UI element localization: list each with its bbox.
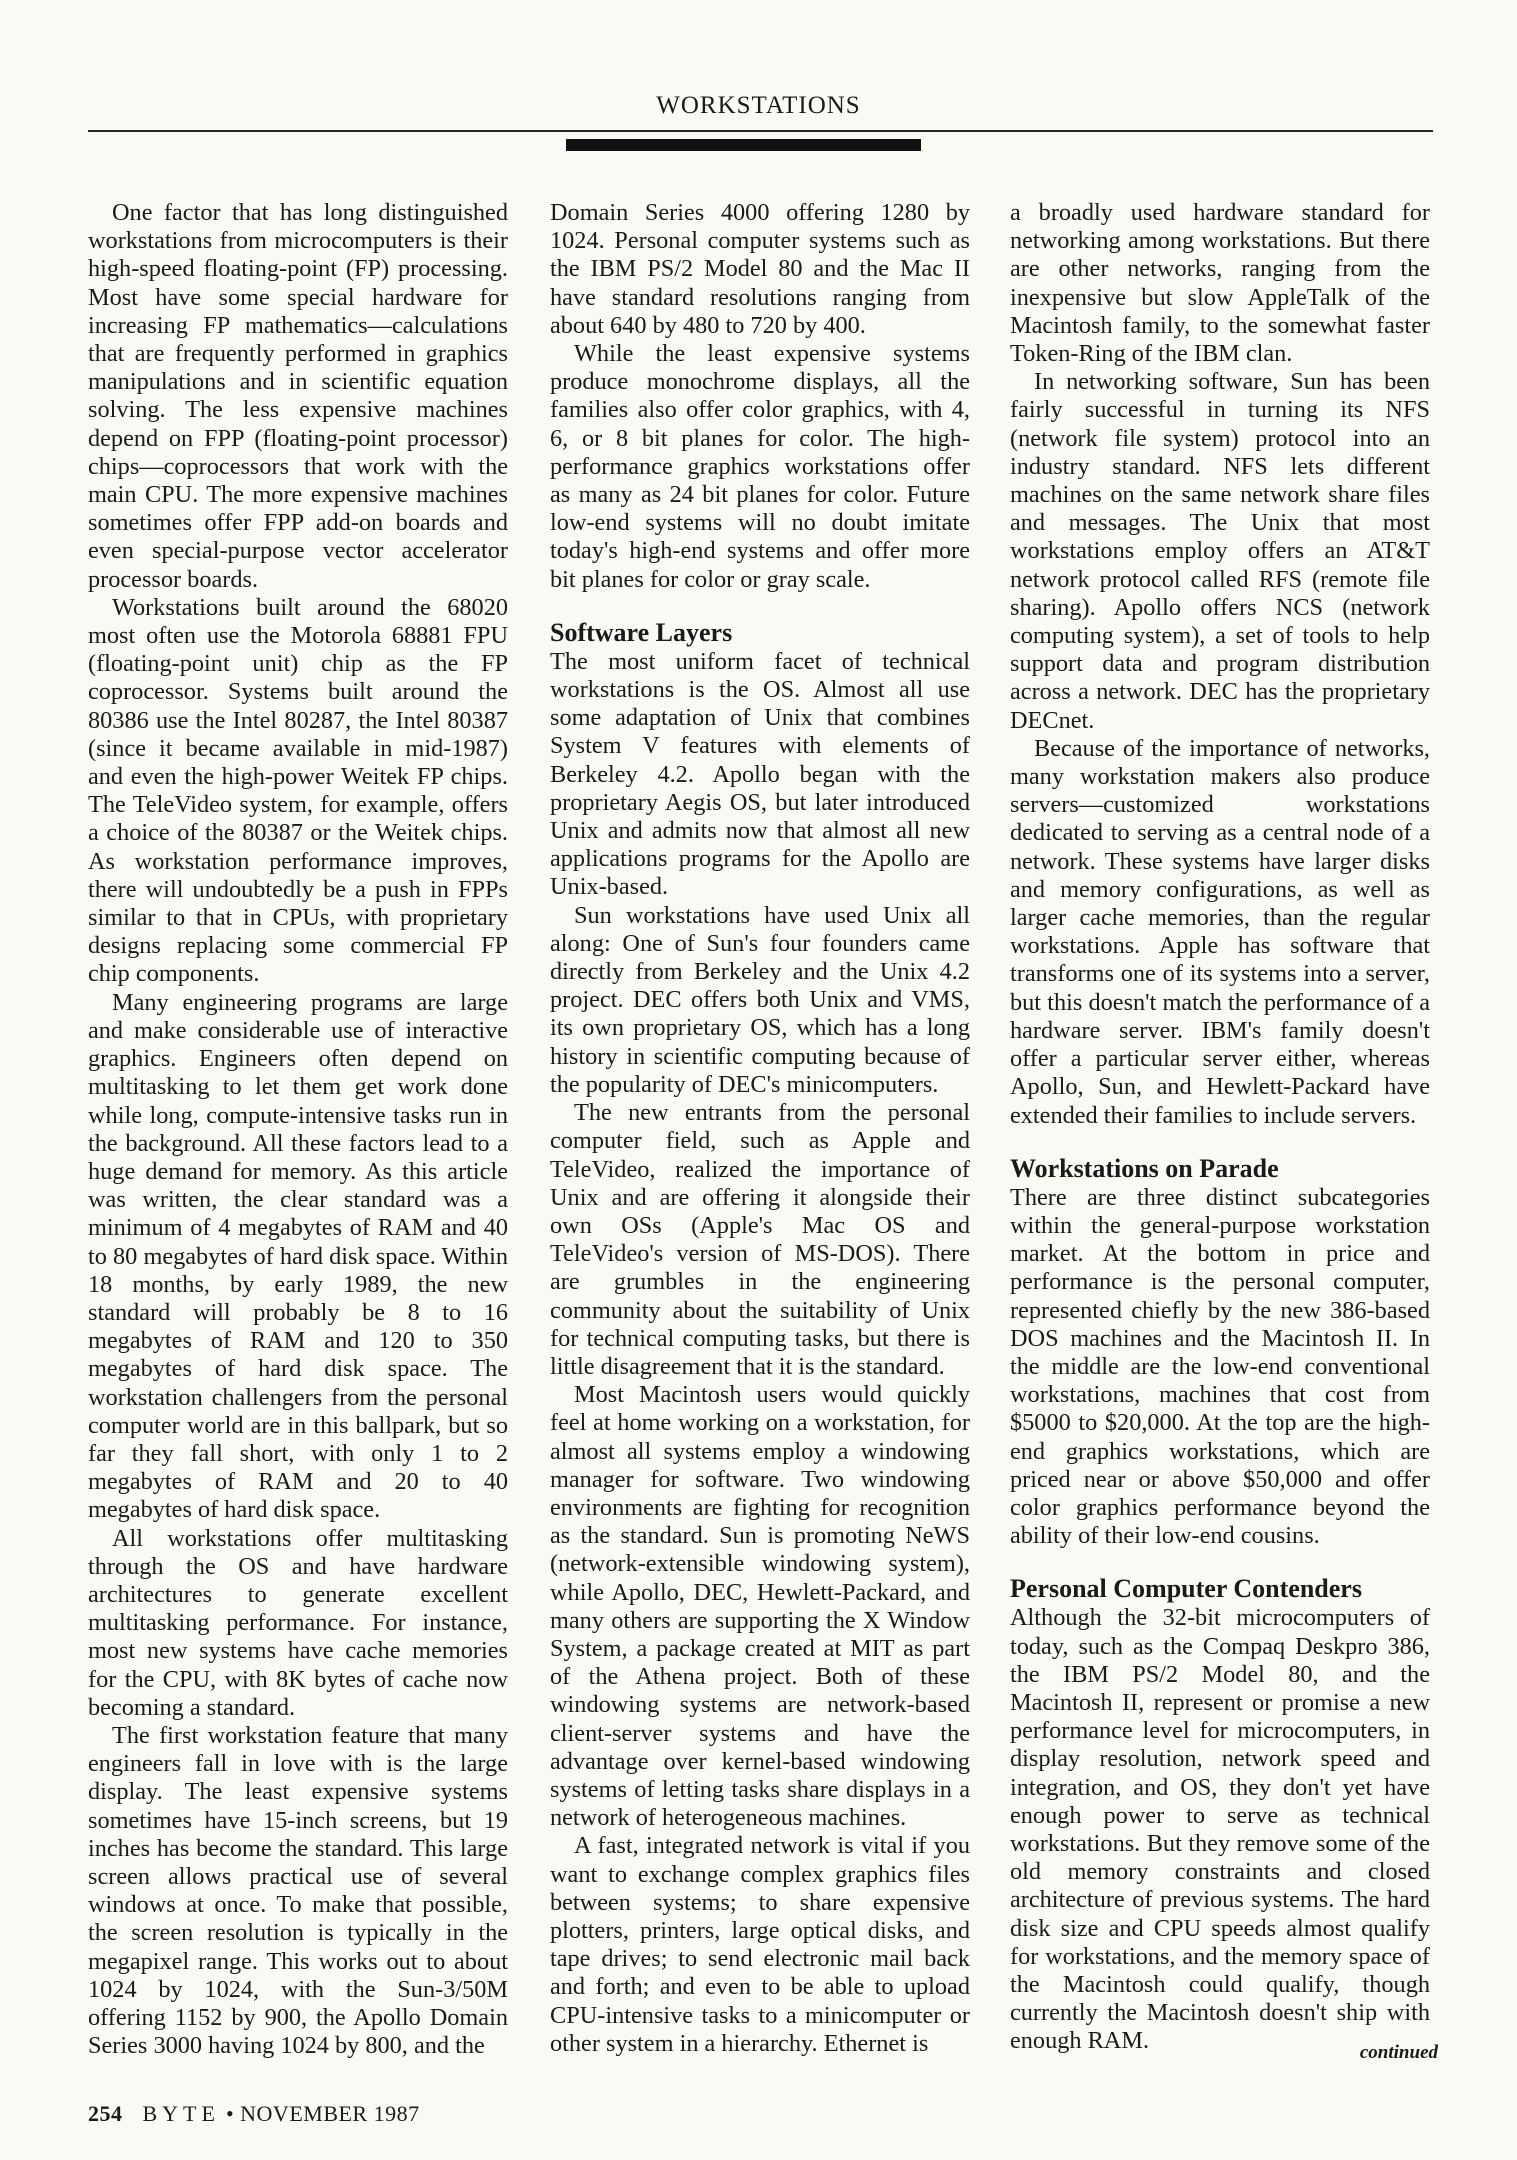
paragraph: All workstations offer multitasking through the OS and have hardware architectures to generate excellent multitasking performance. For instance, most new systems have cache memories for the CPU, with 8K bytes of cache now becoming a standard. xyxy=(88,1524,508,1721)
paragraph: The new entrants from the personal computer field, such as Apple and TeleVideo, realized the importance of Unix and are offering it alongside their own OSs (Apple's Mac OS and TeleVideo's version of MS-DOS). There are grumbles in the engineering community about the suitability of Unix for technical computing tasks, but there is little disagreement that it is the standard. xyxy=(550,1099,970,1380)
paragraph: In networking software, Sun has been fairly successful in turning its NFS (network file system) protocol into an industry standard. NFS lets different machines on the same network share files and messages. The Unix that most workstations employ offers an AT&T network protocol called RFS (remote file sharing). Apollo offers NCS (network computing system), a set of tools to help support data and program distribution across a network. DEC has the proprietary DECnet. xyxy=(1010,368,1430,734)
paragraph: Workstations built around the 68020 most often use the Motorola 68881 FPU (floating-point unit) chip as the FP coprocessor. Systems built around the 80386 use the Intel 80287, the Intel 80387 (since it became available in mid-1987) and even the high-power Weitek FP chips. The TeleVideo system, for example, offers a choice of the 80387 or the Weitek chips. As workstation performance improves, there will undoubtedly be a push in FPPs similar to that in CPUs, with proprietary designs replacing some commercial FP chip components. xyxy=(88,593,508,988)
column-1 xyxy=(88,199,508,2060)
issue-date: NOVEMBER 1987 xyxy=(240,2101,420,2126)
paragraph: There are three distinct subcategories within the general-purpose workstation market. At the bottom in price and performance is the personal computer, represented chiefly by the new 386-based DOS machines and the Macintosh II. In the middle are the low-end conventional workstations, machines that cost from $5000 to $20,000. At the top are the high-end graphics workstations, which are priced near or above $50,000 and offer color graphics performance beyond the ability of their low-end cousins. xyxy=(1010,1183,1430,1550)
section-heading: Workstations on Parade xyxy=(1010,1153,1279,1183)
paragraph: Sun workstations have used Unix all along: One of Sun's four founders came directly from Berkeley and the Unix 4.2 project. DEC offers both Unix and VMS, its own proprietary OS, which has a long history in scientific computing because of the popularity of DEC's minicomputers. xyxy=(550,901,970,1098)
paragraph: While the least expensive systems produce monochrome displays, all the families also offer color graphics, with 4, 6, or 8 bit planes for color. The high-performance graphics workstations offer as many as 24 bit planes for color. Future low-end systems will no doubt imitate today's high-end systems and offer more bit planes for color or gray scale. xyxy=(550,340,970,593)
column-3 xyxy=(1010,199,1430,2056)
section-heading: Software Layers xyxy=(550,617,733,647)
paragraph: The first workstation feature that many engineers fall in love with is the large display. The least expensive systems sometimes have 15-inch screens, but 19 inches has become the standard. This large screen allows practical use of several windows at once. To make that possible, the screen resolution is typically in the megapixel range. This works out to about 1024 by 1024, with the Sun-3/50M offering 1152 by 900, the Apollo Domain Series 3000 having 1024 by 800, and the xyxy=(88,1721,508,2060)
page-number: 254 xyxy=(88,2101,123,2126)
paragraph: a broadly used hardware standard for networking among workstations. But there are other networks, ranging from the inexpensive but slow AppleTalk of the Macintosh family, to the somewhat faster Token-Ring of the IBM clan. xyxy=(1010,199,1430,368)
magazine-name: BYTE xyxy=(142,2101,220,2126)
page-footer xyxy=(88,2101,420,2127)
paragraph: The most uniform facet of technical workstations is the OS. Almost all use some adaptation of Unix that combines System V features with elements of Berkeley 4.2. Apollo began with the proprietary Aegis OS, but later introduced Unix and admits now that almost all new applications programs for the Apollo are Unix-based. xyxy=(550,647,970,901)
paragraph: Many engineering programs are large and make considerable use of interactive graphics. Engineers often depend on multitasking to let them get work done while long, compute-intensive tasks run in the background. All these factors lead to a huge demand for memory. As this article was written, the clear standard was a minimum of 4 megabytes of RAM and 40 to 80 megabytes of hard disk space. Within 18 months, by early 1989, the new standard will probably be 8 to 16 megabytes of RAM and 120 to 350 megabytes of hard disk space. The workstation challengers from the personal computer world are in this ballpark, but so far they fall short, with only 1 to 2 megabytes of RAM and 20 to 40 megabytes of hard disk space. xyxy=(88,988,508,1524)
header-bar xyxy=(566,139,921,151)
column-2 xyxy=(550,199,970,2058)
footer-separator: • xyxy=(225,2101,235,2126)
header-rule xyxy=(88,130,1433,132)
paragraph: Because of the importance of networks, many workstation makers also produce servers—customized workstations dedicated to serving as a central node of a network. These systems have larger disks and memory configurations, as well as larger cache memories, than the regular workstations. Apple has software that transforms one of its systems into a server, but this doesn't match the performance of a hardware server. IBM's family doesn't offer a particular server either, whereas Apollo, Sun, and Hewlett-Packard have extended their families to include servers. xyxy=(1010,734,1430,1129)
continued-label: continued xyxy=(1359,2042,1438,2063)
paragraph: A fast, integrated network is vital if you want to exchange complex graphics files between systems; to share expensive plotters, printers, large optical disks, and tape drives; to send electronic mail back and forth; and even to be able to upload CPU-intensive tasks to a minicomputer or other system in a hierarchy. Ethernet is xyxy=(550,1832,970,2057)
running-header: WORKSTATIONS xyxy=(656,92,861,119)
paragraph: Most Macintosh users would quickly feel at home working on a workstation, for almost all systems employ a windowing manager for software. Two windowing environments are fighting for recognition as the standard. Sun is promoting NeWS (network-extensible windowing system), while Apollo, DEC, Hewlett-Packard, and many others are supporting the X Window System, a package created at MIT as part of the Athena project. Both of these windowing systems are network-based client-server systems and have the advantage over kernel-based windowing systems of letting tasks share displays in a network of heterogeneous machines. xyxy=(550,1381,970,1832)
paragraph: Domain Series 4000 offering 1280 by 1024. Personal computer systems such as the IBM PS/2 Model 80 and the Mac II have standard resolutions ranging from about 640 by 480 to 720 by 400. xyxy=(550,199,970,339)
paragraph: Although the 32-bit microcomputers of today, such as the Compaq Deskpro 386, the IBM PS/2 Model 80, and the Macintosh II, represent or promise a new performance level for microcomputers, in display resolution, network speed and integration, and OS, they don't yet have enough power to serve as technical workstations. But they remove some of the old memory constraints and closed architecture of previous systems. The hard disk size and CPU speeds almost qualify for workstations, and the memory space of the Macintosh could qualify, though currently the Macintosh doesn't ship with enough RAM. xyxy=(1010,1604,1430,2055)
section-heading: Personal Computer Contenders xyxy=(1010,1574,1362,1604)
paragraph: One factor that has long distinguished workstations from microcomputers is their high-speed floating-point (FP) processing. Most have some special hardware for increasing FP mathematics—calculations that are frequently performed in graphics manipulations and in scientific equation solving. The less expensive machines depend on FPP (floating-point processor) chips—coprocessors that work with the main CPU. The more expensive machines sometimes offer FPP add-on boards and even special-purpose vector accelerator processor boards. xyxy=(88,199,508,593)
